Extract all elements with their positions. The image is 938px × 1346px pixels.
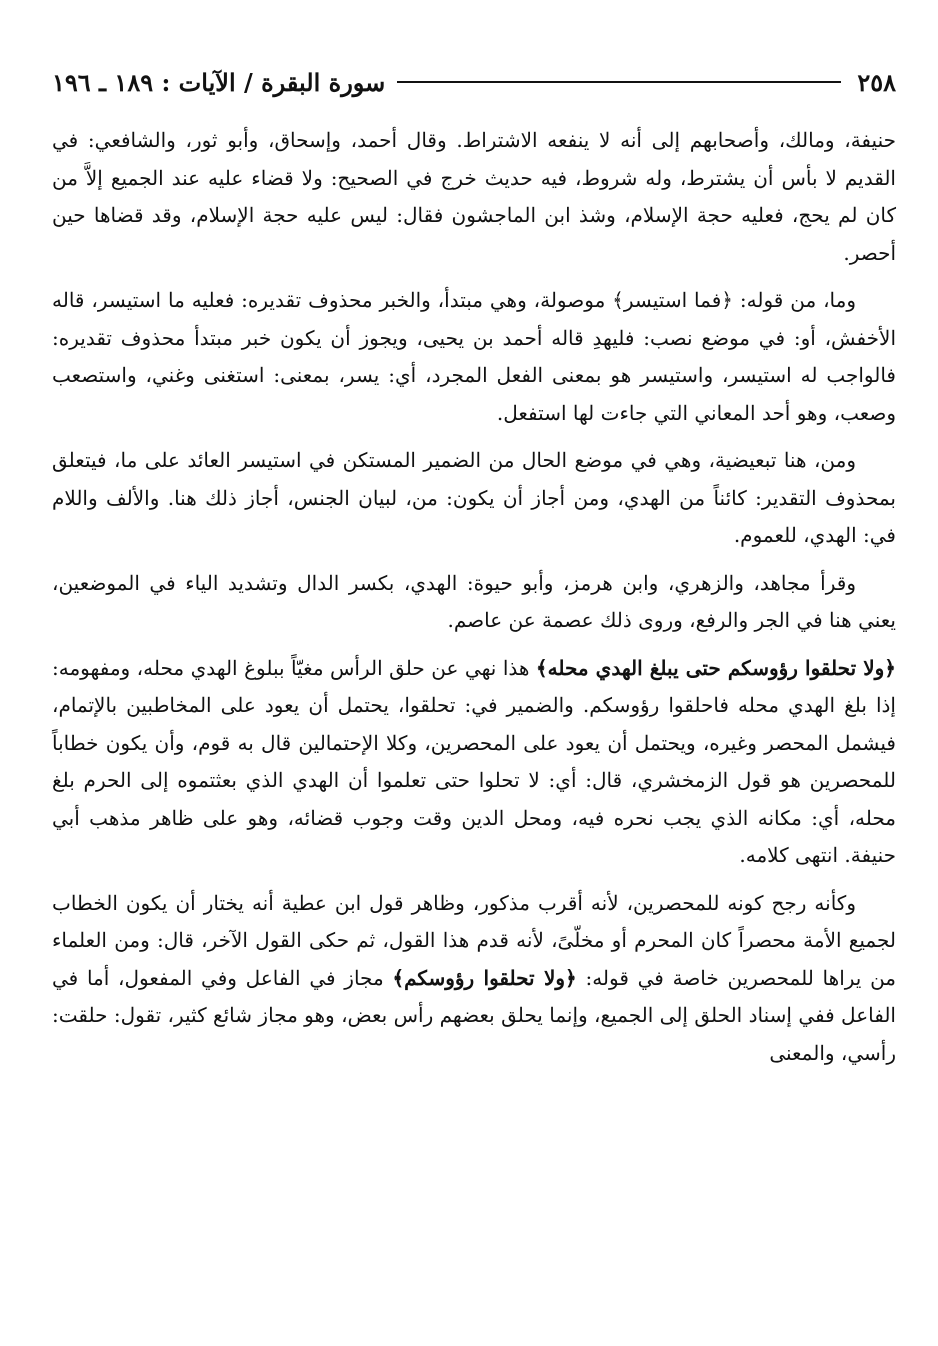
- paragraph: [52, 282, 896, 432]
- page-number: ٢٥٨: [857, 67, 896, 97]
- header-rule: [397, 81, 841, 83]
- page-header: [52, 60, 896, 104]
- paragraph: [52, 442, 896, 555]
- paragraph-text: مجاز في الفاعل وفي المفعول، أما في الفاعل ففي إسناد الحلق إلى الجميع، وإنما يحلق بعضهم رأس بعض، وهو مجاز شائع كثير، تقول: حلقت: رأسي، والمعنى: [52, 965, 896, 1065]
- paragraph-text: وقرأ مجاهد، والزهري، وابن هرمز، وأبو حيوة: الهدي، بكسر الدال وتشديد الياء في الموضعين، يعني هنا في الجر والرفع، وروى ذلك عصمة عن عاصم.: [52, 570, 896, 632]
- paragraph-text: حنيفة، ومالك، وأصحابهم إلى أنه لا ينفعه الاشتراط. وقال أحمد، وإسحاق، وأبو ثور، والشافعي: في القديم لا بأس أن يشترط، وله شروط، فيه حديث خرج في الصحيح: ولا قضاء عليه عند الجميع إلاَّ من كان لم يحج، فعليه حجة الإسلام، وشذ ابن الماجشون فقال: ليس عليه حجة الإسلام، وقد قضاها حين أحصر.: [52, 128, 896, 265]
- book-page: [52, 60, 896, 1082]
- quranic-verse: ﴿ولا تحلقوا رؤوسكم حتى يبلغ الهدي محله﴾: [535, 655, 896, 680]
- body-text: [52, 122, 896, 1072]
- running-title: سورة البقرة / الآيات : ١٨٩ ـ ١٩٦: [52, 67, 386, 97]
- paragraph-text: وما، من قوله: ﴿فما استيسر﴾ موصولة، وهي مبتدأ، والخبر محذوف تقديره: فعليه ما استيسر، قاله الأخفش، أو: في موضع نصب: فليهدِ قاله أحمد بن يحيى، ويجوز أن يكون خبر مبتدأ محذوف تقديره: فالواجب له استيسر، واستيسر هو بمعنى الفعل المجرد، أي: يسر، بمعنى: استغنى وغني، واستصعب وصعب، وهو أحد المعاني التي جاءت لها استفعل.: [52, 288, 896, 425]
- quranic-verse: ﴿ولا تحلقوا رؤوسكم﴾: [392, 965, 577, 990]
- paragraph: [52, 650, 896, 875]
- paragraph: [52, 122, 896, 272]
- paragraph-text: هذا نهي عن حلق الرأس مغيّاً ببلوغ الهدي محله، ومفهومه: إذا بلغ الهدي محله فاحلقوا رؤوسكم. والضمير في: تحلقوا، يحتمل أن يعود على المخاطبين بالإتمام، فيشمل المحصر وغيره، ويحتمل أن يعود على المحصرين، وكلا الإحتمالين قال به قوم، وأن يكون خطاباً للمحصرين هو قول الزمخشري، قال: أي: لا تحلوا حتى تعلموا أن الهدي الذي بعثتموه إلى الحرم بلغ محله، أي: مكانه الذي يجب نحره فيه، ومحل الدين وقت وجوب قضائه، وهو على ظاهر مذهب أبي حنيفة. انتهى كلامه.: [52, 655, 896, 867]
- paragraph: [52, 885, 896, 1073]
- paragraph: [52, 565, 896, 640]
- paragraph-text: وكأنه رجح كونه للمحصرين، لأنه أقرب مذكور، وظاهر قول ابن عطية أنه يختار أن يكون الخطاب لجميع الأمة محصراً كان المحرم أو مخلّىً، لأنه قدم هذا القول، ثم حكى القول الآخر، قال: ومن العلماء من يراها للمحصرين خاصة في قوله:: [52, 890, 897, 990]
- paragraph-text: ومن، هنا تبعيضية، وهي في موضع الحال من الضمير المستكن في استيسر العائد على ما، فيتعلق بمحذوف التقدير: كائناً من الهدي، ومن أجاز أن يكون: من، لبيان الجنس، أجاز ذلك هنا. والألف واللام في: الهدي، للعموم.: [52, 448, 896, 547]
